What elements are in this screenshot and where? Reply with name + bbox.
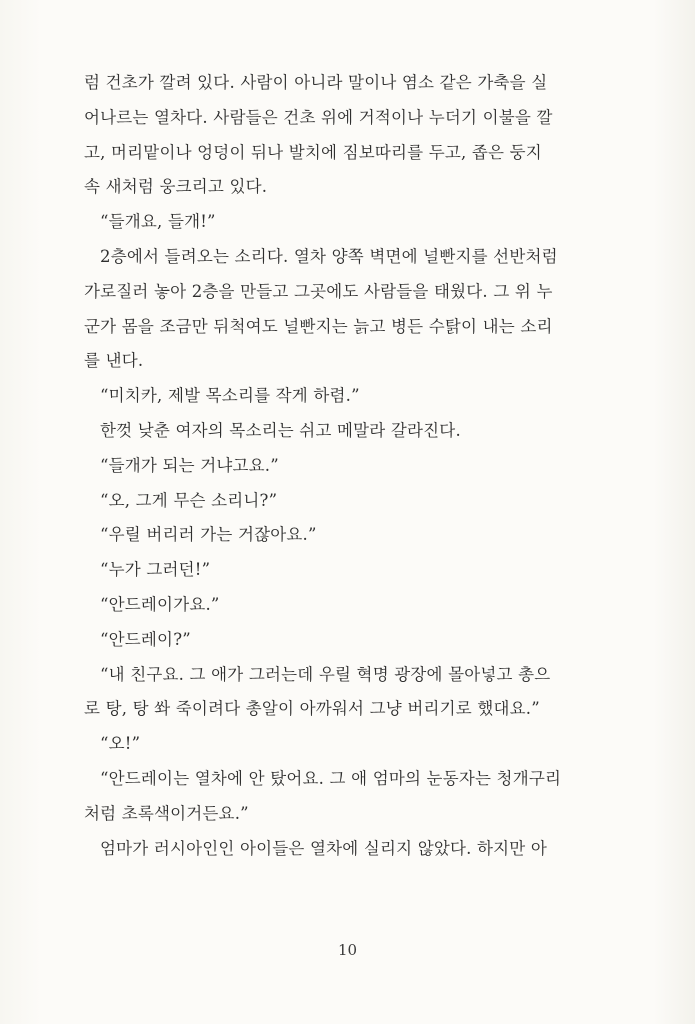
body-text	[84, 66, 624, 866]
text-line: “내 친구요. 그 애가 그러는데 우릴 혁명 광장에 몰아넣고 총으	[100, 664, 551, 684]
text-line: 로 탕, 탕 쏴 죽이려다 총알이 아까워서 그냥 버리기로 했대요.”	[84, 699, 540, 719]
text-line: 한껏 낮춘 여자의 목소리는 쉬고 메말라 갈라진다.	[100, 420, 461, 440]
text-line: “안드레이는 열차에 안 탔어요. 그 애 엄마의 눈동자는 청개구리	[100, 768, 562, 788]
text-line: 2층에서 들려오는 소리다. 열차 양쪽 벽면에 널빤지를 선반처럼	[100, 246, 558, 266]
text-line: 군가 몸을 조금만 뒤척여도 널빤지는 늙고 병든 수탉이 내는 소리	[84, 316, 553, 336]
text-line: 어나르는 열차다. 사람들은 건초 위에 거적이나 누더기 이불을 깔	[84, 107, 553, 127]
text-line: “오!”	[100, 734, 141, 754]
text-line: 를 낸다.	[84, 351, 144, 371]
text-line: 럼 건초가 깔려 있다. 사람이 아니라 말이나 염소 같은 가축을 실	[84, 73, 548, 92]
text-line: “안드레이가요.”	[100, 594, 220, 614]
text-line: “들개요, 들개!”	[100, 212, 216, 232]
text-line: 가로질러 놓아 2층을 만들고 그곳에도 사람들을 태웠다. 그 위 누	[84, 281, 553, 301]
text-line: “안드레이?”	[100, 629, 191, 649]
text-line: “우릴 버리러 가는 거잖아요.”	[100, 525, 317, 545]
text-line: 엄마가 러시아인인 아이들은 열차에 실리지 않았다. 하지만 아	[100, 838, 548, 858]
text-line: 속 새처럼 웅크리고 있다.	[84, 177, 268, 197]
text-line: “들개가 되는 거냐고요.”	[100, 455, 279, 475]
text-line: “미치카, 제발 목소리를 작게 하렴.”	[100, 386, 360, 406]
text-line: 고, 머리맡이나 엉덩이 뒤나 발치에 짐보따리를 두고, 좁은 둥지	[84, 142, 542, 162]
page-number: 10	[337, 941, 358, 959]
text-line: 처럼 초록색이거든요.”	[84, 803, 249, 823]
text-line: “오, 그게 무슨 소리니?”	[100, 490, 278, 510]
text-line: “누가 그러던!”	[100, 560, 211, 580]
